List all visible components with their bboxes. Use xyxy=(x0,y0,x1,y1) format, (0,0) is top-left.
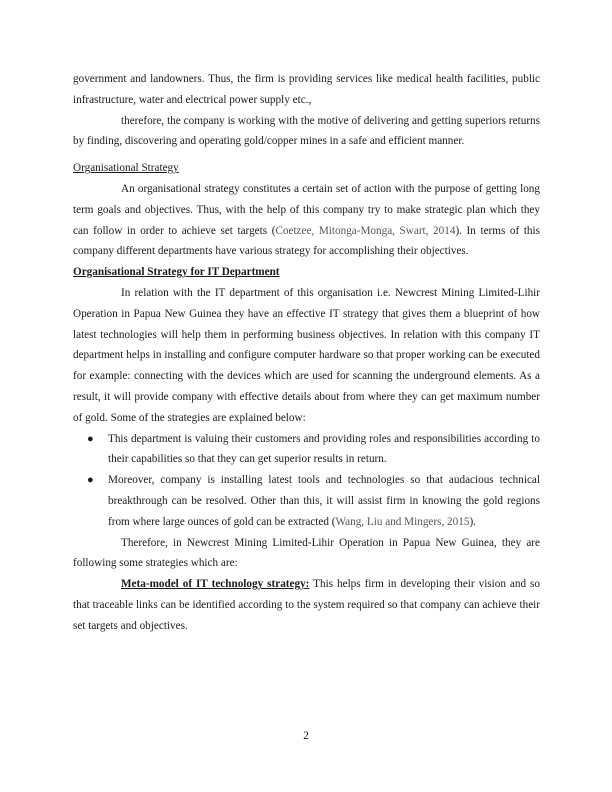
citation-coetzee: Coetzee, Mitonga-Monga, Swart, 2014 xyxy=(275,224,456,237)
meta-model-label: Meta-model of IT technology strategy: xyxy=(121,578,310,591)
document-body xyxy=(73,69,540,637)
paragraph-meta-model xyxy=(73,574,540,636)
paragraph-organisational-strategy-text: An organisational strategy constitutes a certain set of action with the purpose of getting long term goals and objectives. Thus, with the help of this company try to make strategic plan which they can follow in order to achieve set targets ( xyxy=(73,182,540,237)
strategy-bullet-list xyxy=(73,429,540,533)
section-heading-it-department xyxy=(73,262,540,283)
bullet-text-technologies-tail: ). xyxy=(469,515,476,528)
page-number: 2 xyxy=(303,730,309,742)
bullet-text-technologies: Moreover, company is installing latest tools and technologies so that audacious technical breakthrough can be resolved. Other than this, it will assist firm in knowing the gold regions from where large ounces of gold can be extracted ( xyxy=(108,474,540,528)
section-heading-organisational-strategy xyxy=(73,158,540,179)
citation-wang: Wang, Liu and Mingers, 2015 xyxy=(335,515,470,528)
paragraph-organisational-strategy-tail: ). In terms of this company different departments have various strategy for accomplishing their objectives. xyxy=(73,224,540,258)
paragraph-following-strategies: Therefore, in Newcrest Mining Limited-Lihir Operation in Papua New Guinea, they are following some strategies which are: xyxy=(73,536,540,570)
paragraph-it-department: In relation with the IT department of this organisation i.e. Newcrest Mining Limited-Lihir Operation in Papua New Guinea they have an effective IT strategy that gives them a blueprint of how latest technologies will help them in performing business objectives. In relation with this company IT department helps in installing and configure computer hardware so that proper working can be executed for example: connecting with the devices which are used for scanning the underground elements. As a result, it will provide company with effective details about from where they can get maximum number of gold. Some of the strategies are explained below: xyxy=(73,286,540,424)
bullet-text-customers: This department is valuing their customers and providing roles and responsibilities according to their capabilities so that they can get superior results in return. xyxy=(108,432,540,466)
list-item xyxy=(73,429,540,471)
bullet-icon: ● xyxy=(87,432,94,445)
paragraph-company-motive: therefore, the company is working with the motive of delivering and getting superiors returns by finding, discovering and operating gold/copper mines in a safe and efficient manner. xyxy=(73,114,540,148)
bullet-icon: ● xyxy=(87,474,94,487)
list-item xyxy=(73,470,540,532)
paragraph-organisational-strategy xyxy=(73,179,540,262)
heading-organisational-strategy-text: Organisational Strategy xyxy=(73,162,179,175)
paragraph-intro-continuation: government and landowners. Thus, the firm is providing services like medical health facilities, public infrastructure, water and electrical power supply etc., xyxy=(73,73,540,106)
heading-it-department-text: Organisational Strategy for IT Department xyxy=(73,266,280,279)
meta-model-text: This helps firm in developing their vision and so that traceable links can be identified according to the system required so that company can achieve their set targets and objectives. xyxy=(73,578,540,632)
